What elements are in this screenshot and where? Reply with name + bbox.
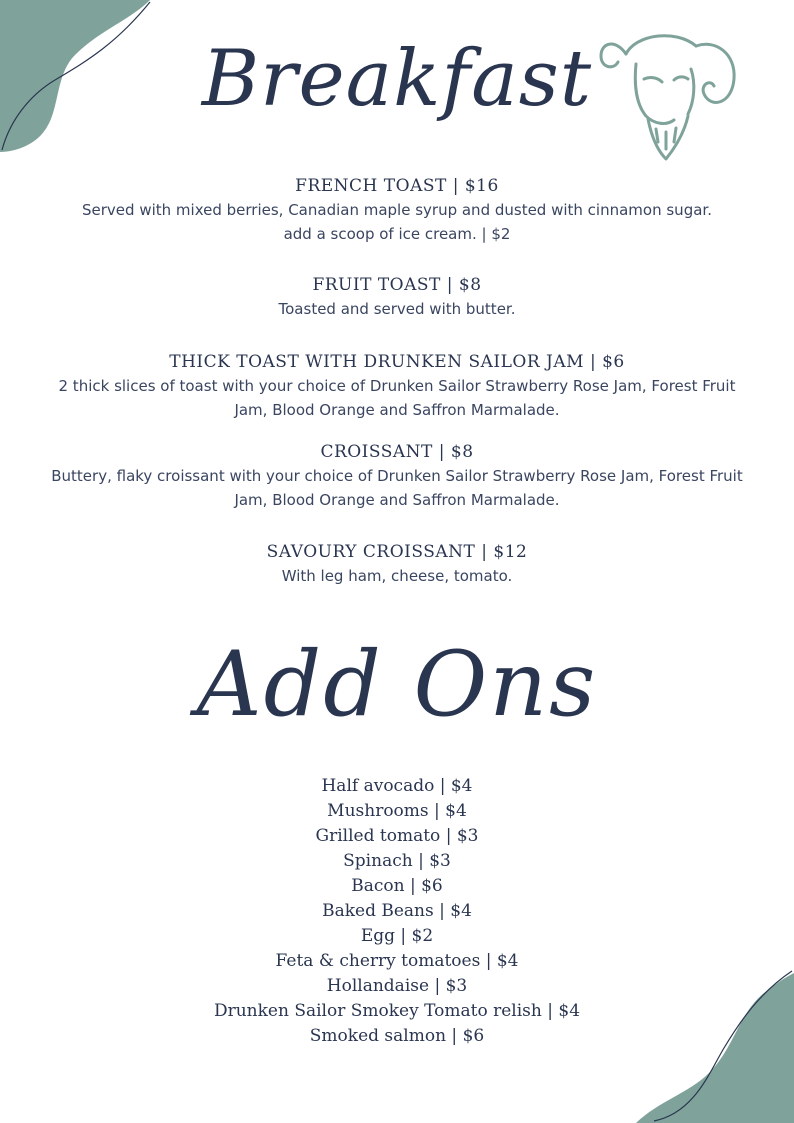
addon-item: Drunken Sailor Smokey Tomato relish | $4 [213,1001,581,1021]
item-description: Jam, Blood Orange and Saffron Marmalade. [234,491,560,509]
item-description: Toasted and served with butter. [278,300,516,318]
addon-item: Smoked salmon | $6 [309,1026,485,1046]
addon-item: Mushrooms | $4 [327,801,467,821]
addon-item: Feta & cherry tomatoes | $4 [275,951,519,971]
item-name: CROISSANT | $8 [320,442,474,462]
addons-list [0,774,794,1049]
breakfast-title: Breakfast [201,34,593,124]
item-description: Buttery, flaky croissant with your choice of Drunken Sailor Strawberry Rose Jam, Forest Fruit [51,467,743,485]
item-description: With leg ham, cheese, tomato. [281,567,513,585]
menu-item [20,540,774,588]
addon-item: Baked Beans | $4 [322,901,472,921]
item-description: Jam, Blood Orange and Saffron Marmalade. [234,401,560,419]
addon-item: Spinach | $3 [343,851,451,871]
menu-item [20,440,774,512]
item-name: FRUIT TOAST | $8 [312,275,482,295]
addon-item: Hollandaise | $3 [326,976,468,996]
addon-item: Egg | $2 [360,926,434,946]
addon-item: Bacon | $6 [351,876,443,896]
menu-item [20,174,774,246]
menu-item [20,273,774,321]
addon-item: Grilled tomato | $3 [315,826,479,846]
item-description: 2 thick slices of toast with your choice of Drunken Sailor Strawberry Rose Jam, Forest Fruit [58,377,736,395]
breakfast-menu [20,174,774,588]
item-description: add a scoop of ice cream. | $2 [283,225,511,243]
item-name: SAVOURY CROISSANT | $12 [266,542,528,562]
addon-item: Half avocado | $4 [321,776,473,796]
addons-title: Add Ons [196,632,598,737]
menu-item [20,350,774,422]
item-name: THICK TOAST WITH DRUNKEN SAILOR JAM | $6 [169,352,625,372]
item-name: FRENCH TOAST | $16 [295,176,499,196]
item-description: Served with mixed berries, Canadian maple syrup and dusted with cinnamon sugar. [82,201,712,219]
